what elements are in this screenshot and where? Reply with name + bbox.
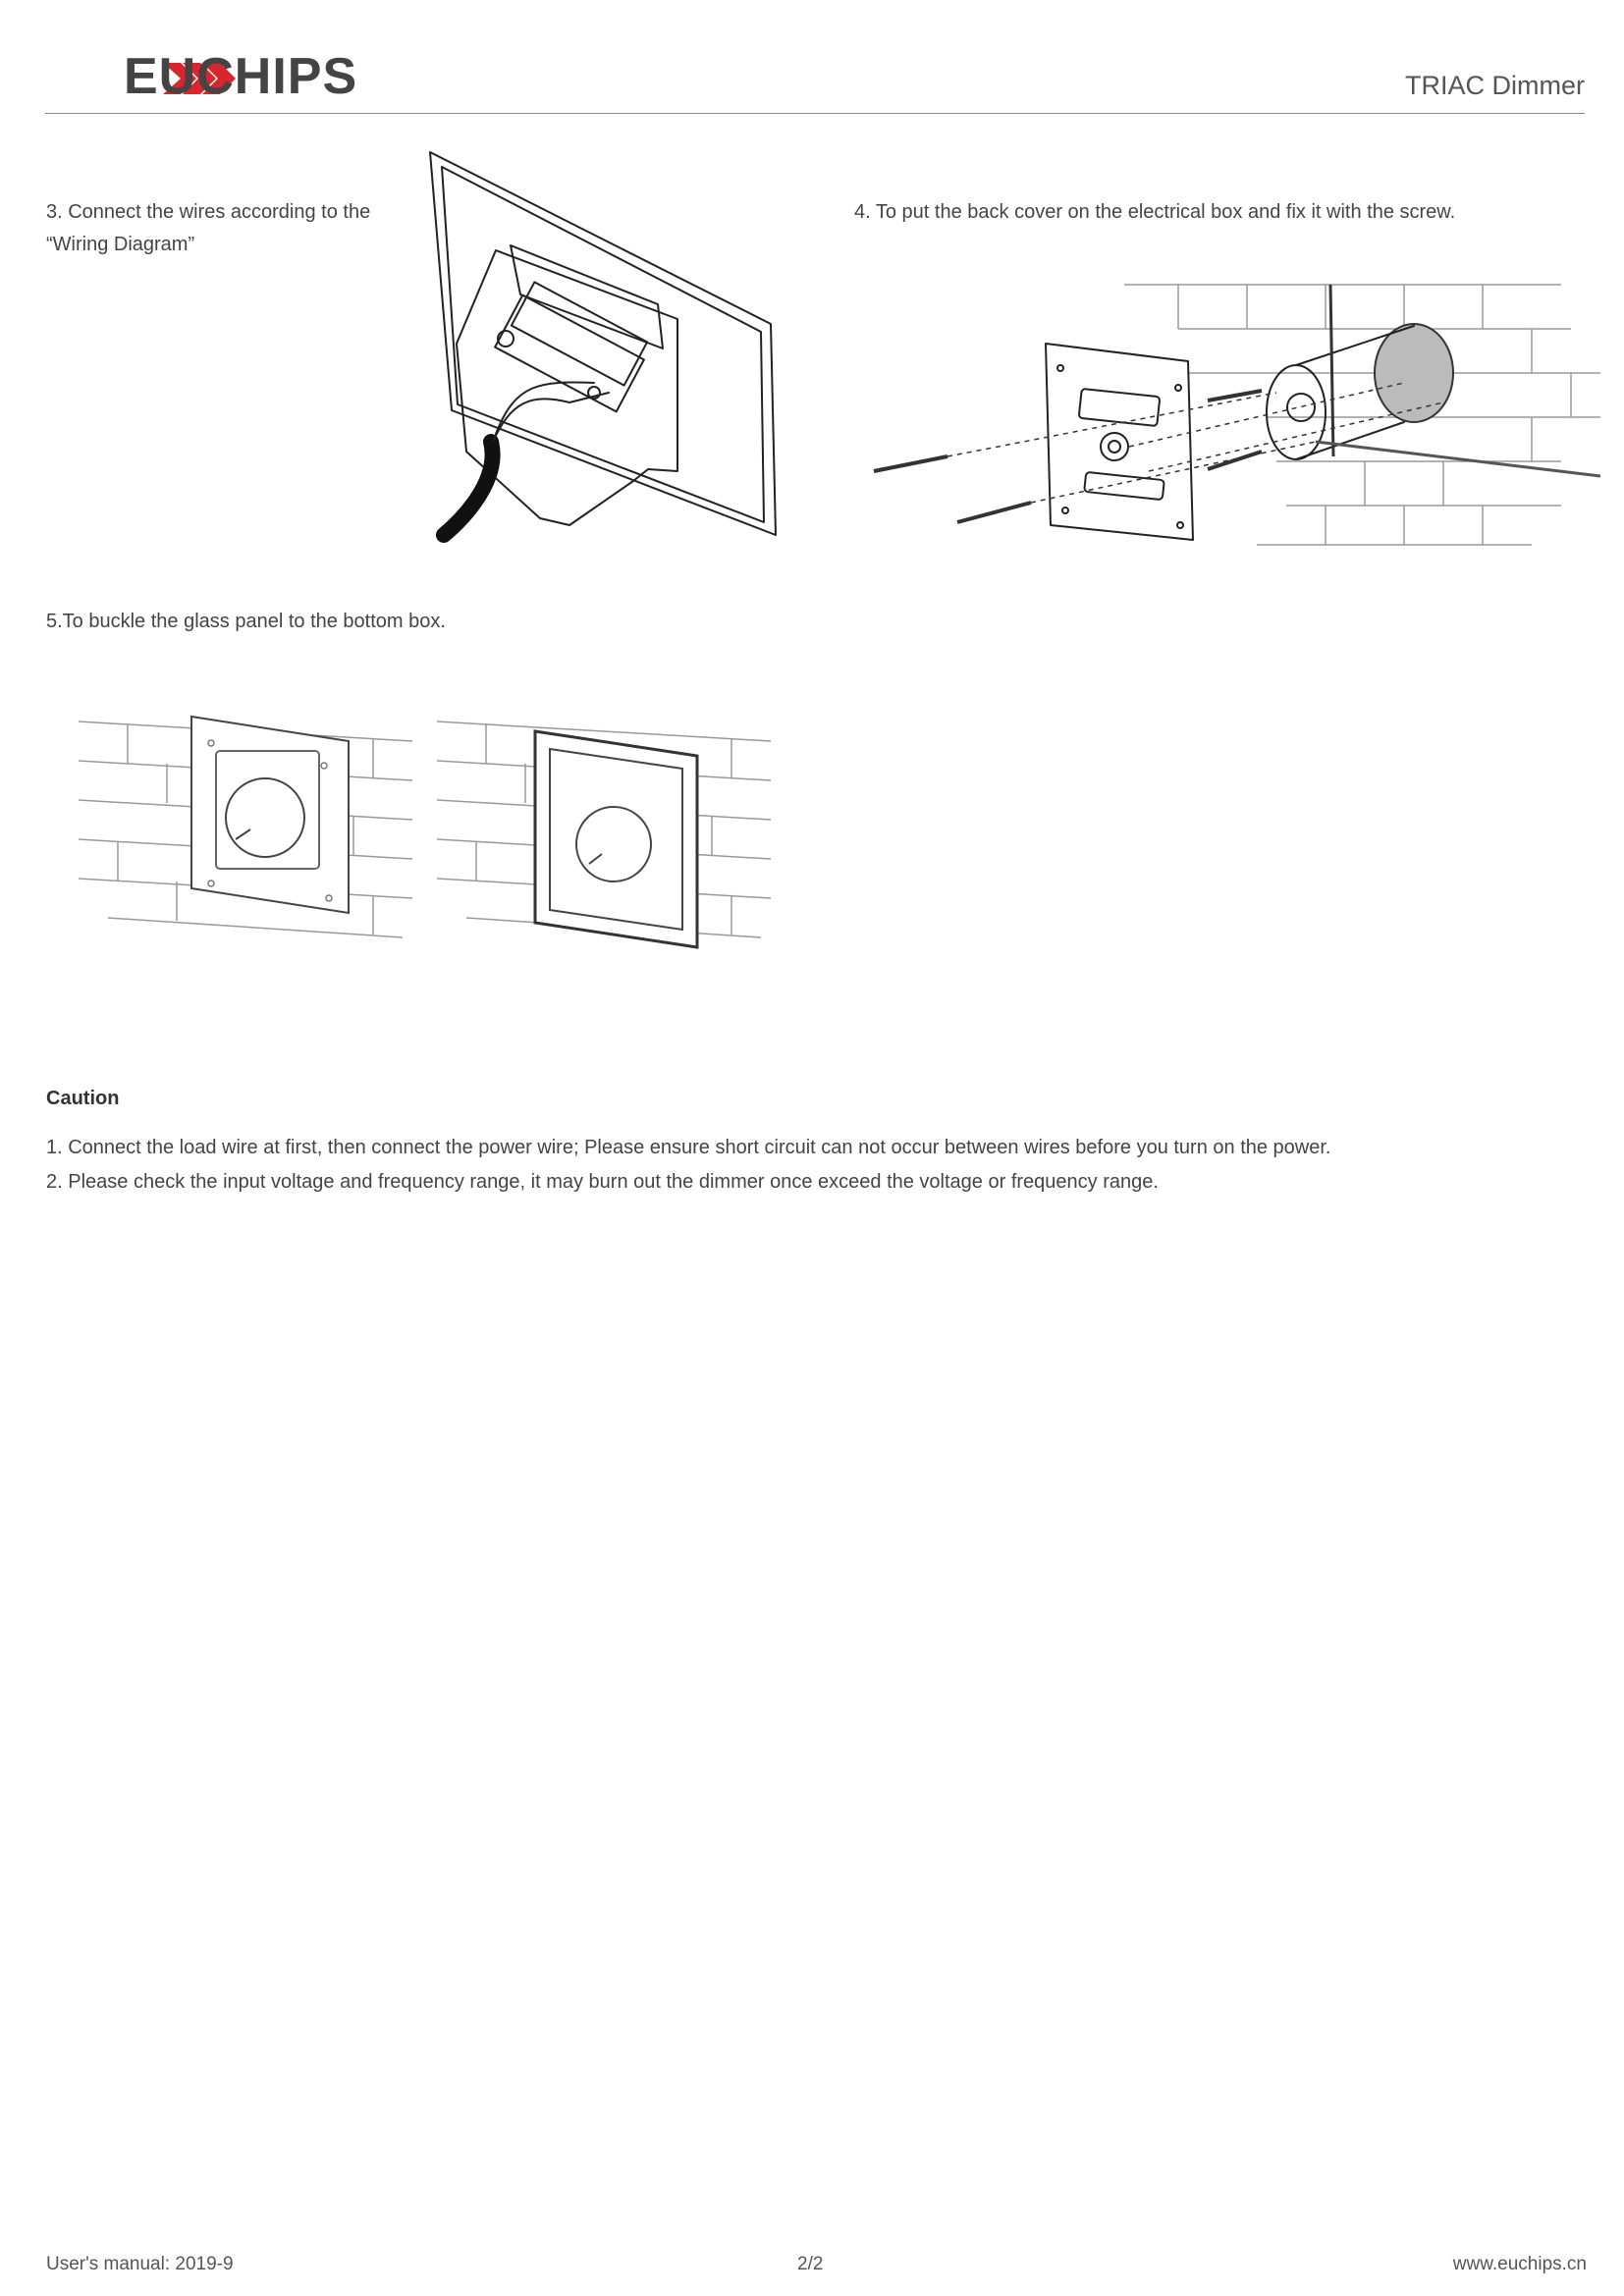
brand-name: EUCHIPS <box>124 48 358 105</box>
step-3-text: 3. Connect the wires according to the “Wiring Diagram” <box>46 201 371 255</box>
footer-manual-date: User's manual: 2019-9 <box>46 2254 234 2274</box>
wiring-illustration <box>422 147 785 550</box>
document-title: TRIAC Dimmer <box>1405 71 1585 100</box>
footer-page-number: 2/2 <box>797 2254 824 2274</box>
back-cover-mounting-illustration <box>854 245 1600 569</box>
step-4-text: 4. To put the back cover on the electrical box and fix it with the screw. <box>854 201 1456 223</box>
step-5-text: 5.To buckle the glass panel to the bottom box. <box>46 611 446 632</box>
wall-mount-back-box-illustration <box>79 682 417 967</box>
caution-item: 1. Connect the load wire at first, then connect the power wire; Please ensure short circuit can not occur between wires before you turn on the power. <box>46 1137 1331 1158</box>
caution-item: 2. Please check the input voltage and frequency range, it may burn out the dimmer once exceed the voltage or frequency range. <box>46 1171 1159 1193</box>
header-divider <box>45 113 1585 114</box>
caution-heading: Caution <box>46 1088 120 1109</box>
caution-list <box>46 1131 1519 1200</box>
glass-panel-illustration <box>437 682 776 967</box>
footer-website-link[interactable]: www.euchips.cn <box>1452 2254 1587 2274</box>
